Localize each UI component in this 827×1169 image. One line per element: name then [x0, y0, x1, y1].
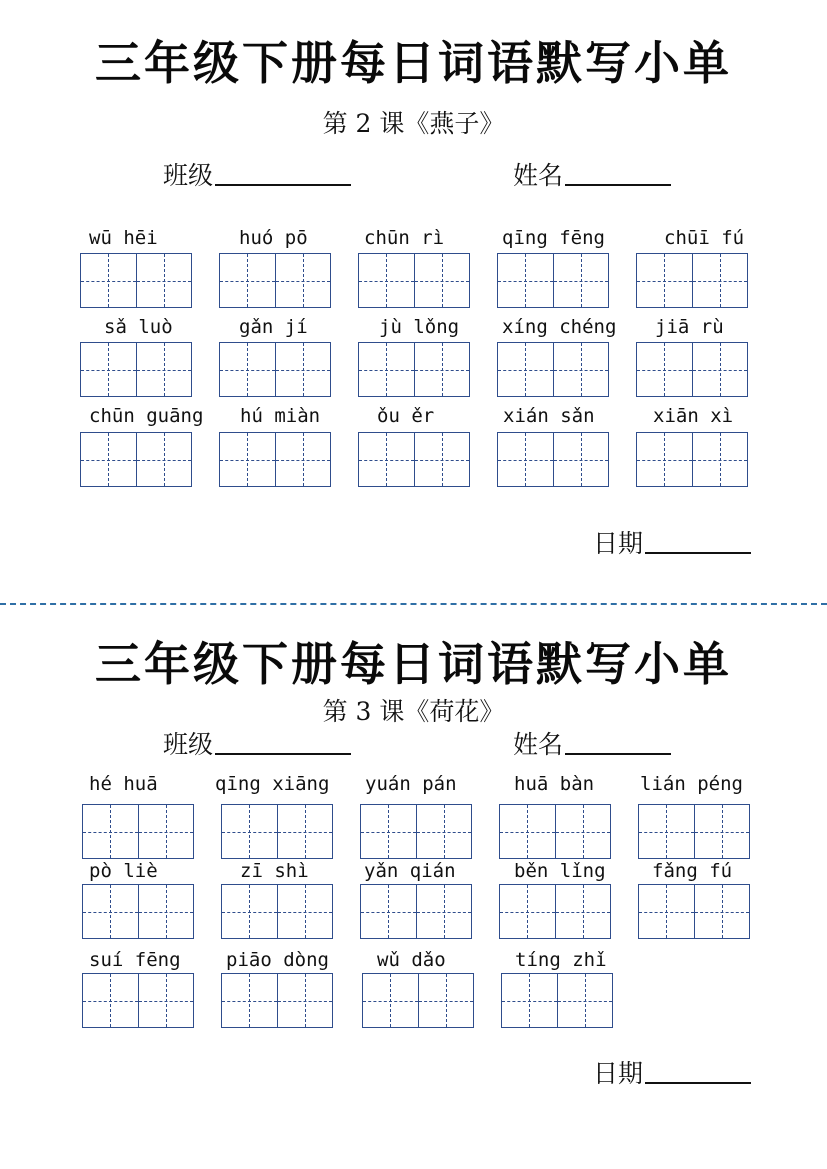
grid-cell[interactable]: [278, 974, 333, 1027]
class-label: 班级: [163, 730, 214, 759]
grid-cell[interactable]: [695, 885, 750, 938]
writing-grid[interactable]: [362, 973, 474, 1028]
writing-grid[interactable]: [636, 432, 748, 487]
grid-cell[interactable]: [278, 885, 333, 938]
class-field: [163, 160, 351, 192]
grid-cell[interactable]: [637, 254, 693, 307]
pinyin-label: yǎn qián: [364, 860, 456, 882]
grid-cell[interactable]: [415, 254, 470, 307]
grid-cell[interactable]: [498, 433, 554, 486]
grid-cell[interactable]: [498, 254, 554, 307]
writing-grid[interactable]: [219, 432, 331, 487]
pinyin-label: xíng chéng: [502, 316, 617, 338]
grid-cell[interactable]: [558, 974, 613, 1027]
pinyin-label: huó pō: [239, 227, 308, 249]
grid-cell[interactable]: [139, 805, 194, 858]
writing-grid[interactable]: [499, 804, 611, 859]
pinyin-label: chūn rì: [364, 227, 445, 249]
grid-cell[interactable]: [222, 885, 278, 938]
name-blank[interactable]: [565, 184, 671, 186]
grid-cell[interactable]: [139, 885, 194, 938]
date-field: [593, 528, 751, 560]
pinyin-label: wǔ dǎo: [377, 949, 446, 971]
pinyin-label: hé huā: [89, 773, 158, 795]
writing-grid[interactable]: [497, 253, 609, 308]
grid-cell[interactable]: [137, 343, 192, 396]
writing-grid[interactable]: [82, 884, 194, 939]
writing-grid[interactable]: [360, 804, 472, 859]
grid-cell[interactable]: [278, 805, 333, 858]
class-blank[interactable]: [215, 184, 351, 186]
grid-cell[interactable]: [276, 254, 331, 307]
lesson-subtitle: 第 3 课《荷花》: [322, 697, 505, 726]
grid-cell[interactable]: [139, 974, 194, 1027]
grid-cell[interactable]: [695, 805, 750, 858]
grid-cell[interactable]: [498, 343, 554, 396]
grid-cell[interactable]: [417, 885, 472, 938]
pinyin-label: jù lǒng: [379, 316, 460, 338]
writing-grid[interactable]: [636, 253, 748, 308]
pinyin-label: wū hēi: [89, 227, 158, 249]
grid-cell[interactable]: [81, 433, 137, 486]
writing-grid[interactable]: [221, 884, 333, 939]
writing-grid[interactable]: [638, 804, 750, 859]
pinyin-label: gǎn jí: [239, 316, 308, 338]
grid-cell[interactable]: [554, 343, 609, 396]
grid-cell[interactable]: [500, 805, 556, 858]
pinyin-label: qīng fēng: [502, 227, 605, 249]
writing-grid[interactable]: [497, 432, 609, 487]
grid-cell[interactable]: [222, 974, 278, 1027]
pinyin-label: běn lǐng: [514, 860, 606, 882]
grid-cell[interactable]: [220, 433, 276, 486]
writing-grid[interactable]: [638, 884, 750, 939]
grid-cell[interactable]: [359, 254, 415, 307]
date-blank[interactable]: [645, 552, 751, 554]
grid-cell[interactable]: [276, 433, 331, 486]
pinyin-label: huā bàn: [514, 773, 595, 795]
grid-cell[interactable]: [639, 805, 695, 858]
pinyin-label: piāo dòng: [226, 949, 329, 971]
pinyin-label: xián sǎn: [503, 405, 595, 427]
name-label: 姓名: [513, 730, 564, 759]
writing-grid[interactable]: [499, 884, 611, 939]
writing-grid[interactable]: [80, 253, 192, 308]
pinyin-label: jiā rù: [655, 316, 724, 338]
pinyin-label: ǒu ěr: [377, 405, 435, 427]
grid-cell[interactable]: [500, 885, 556, 938]
grid-cell[interactable]: [693, 254, 748, 307]
writing-grid[interactable]: [358, 432, 470, 487]
pinyin-label: fǎng fú: [652, 860, 733, 882]
grid-cell[interactable]: [502, 974, 558, 1027]
writing-grid[interactable]: [360, 884, 472, 939]
pinyin-label: yuán pán: [365, 773, 457, 795]
writing-grid[interactable]: [80, 432, 192, 487]
date-blank[interactable]: [645, 1082, 751, 1084]
class-blank[interactable]: [215, 753, 351, 755]
grid-cell[interactable]: [359, 343, 415, 396]
name-blank[interactable]: [565, 753, 671, 755]
name-field: [513, 729, 671, 761]
writing-grid[interactable]: [358, 253, 470, 308]
writing-grid[interactable]: [636, 342, 748, 397]
pinyin-label: hú miàn: [240, 405, 321, 427]
grid-cell[interactable]: [220, 343, 276, 396]
writing-grid[interactable]: [82, 804, 194, 859]
writing-grid[interactable]: [501, 973, 613, 1028]
writing-grid[interactable]: [221, 973, 333, 1028]
page-title: 三年级下册每日词语默写小单: [95, 637, 732, 691]
writing-grid[interactable]: [219, 342, 331, 397]
lesson-subtitle: 第 2 课《燕子》: [322, 109, 505, 138]
grid-cell[interactable]: [693, 343, 748, 396]
grid-cell[interactable]: [363, 974, 419, 1027]
grid-cell[interactable]: [359, 433, 415, 486]
grid-cell[interactable]: [417, 805, 472, 858]
grid-cell[interactable]: [83, 974, 139, 1027]
grid-cell[interactable]: [83, 885, 139, 938]
grid-cell[interactable]: [415, 433, 470, 486]
writing-grid[interactable]: [358, 342, 470, 397]
writing-grid[interactable]: [219, 253, 331, 308]
writing-grid[interactable]: [221, 804, 333, 859]
grid-cell[interactable]: [415, 343, 470, 396]
date-field: [593, 1058, 751, 1090]
grid-cell[interactable]: [361, 805, 417, 858]
name-field: [513, 160, 671, 192]
name-label: 姓名: [513, 161, 564, 190]
class-label: 班级: [163, 161, 214, 190]
writing-grid[interactable]: [82, 973, 194, 1028]
pinyin-label: chūn guāng: [89, 405, 204, 427]
grid-cell[interactable]: [220, 254, 276, 307]
grid-cell[interactable]: [554, 254, 609, 307]
pinyin-label: tíng zhǐ: [515, 949, 607, 971]
grid-cell[interactable]: [222, 805, 278, 858]
pinyin-label: lián péng: [640, 773, 743, 795]
grid-cell[interactable]: [637, 343, 693, 396]
pinyin-label: pò liè: [89, 860, 158, 882]
grid-cell[interactable]: [556, 805, 611, 858]
grid-cell[interactable]: [554, 433, 609, 486]
grid-cell[interactable]: [639, 885, 695, 938]
pinyin-label: suí fēng: [89, 949, 181, 971]
grid-cell[interactable]: [137, 254, 192, 307]
cut-line-divider: [0, 603, 827, 605]
grid-cell[interactable]: [81, 254, 137, 307]
page-title: 三年级下册每日词语默写小单: [95, 36, 732, 90]
pinyin-label: xiān xì: [653, 405, 734, 427]
writing-grid[interactable]: [80, 342, 192, 397]
grid-cell[interactable]: [419, 974, 474, 1027]
grid-cell[interactable]: [556, 885, 611, 938]
pinyin-label: chūī fú: [664, 227, 745, 249]
grid-cell[interactable]: [276, 343, 331, 396]
grid-cell[interactable]: [637, 433, 693, 486]
class-field: [163, 729, 351, 761]
grid-cell[interactable]: [81, 343, 137, 396]
date-label: 日期: [593, 529, 644, 558]
grid-cell[interactable]: [693, 433, 748, 486]
writing-grid[interactable]: [497, 342, 609, 397]
grid-cell[interactable]: [83, 805, 139, 858]
pinyin-label: sǎ luò: [104, 316, 173, 338]
date-label: 日期: [593, 1059, 644, 1088]
pinyin-label: qīng xiāng: [215, 773, 330, 795]
pinyin-label: zī shì: [240, 860, 309, 882]
grid-cell[interactable]: [137, 433, 192, 486]
grid-cell[interactable]: [361, 885, 417, 938]
